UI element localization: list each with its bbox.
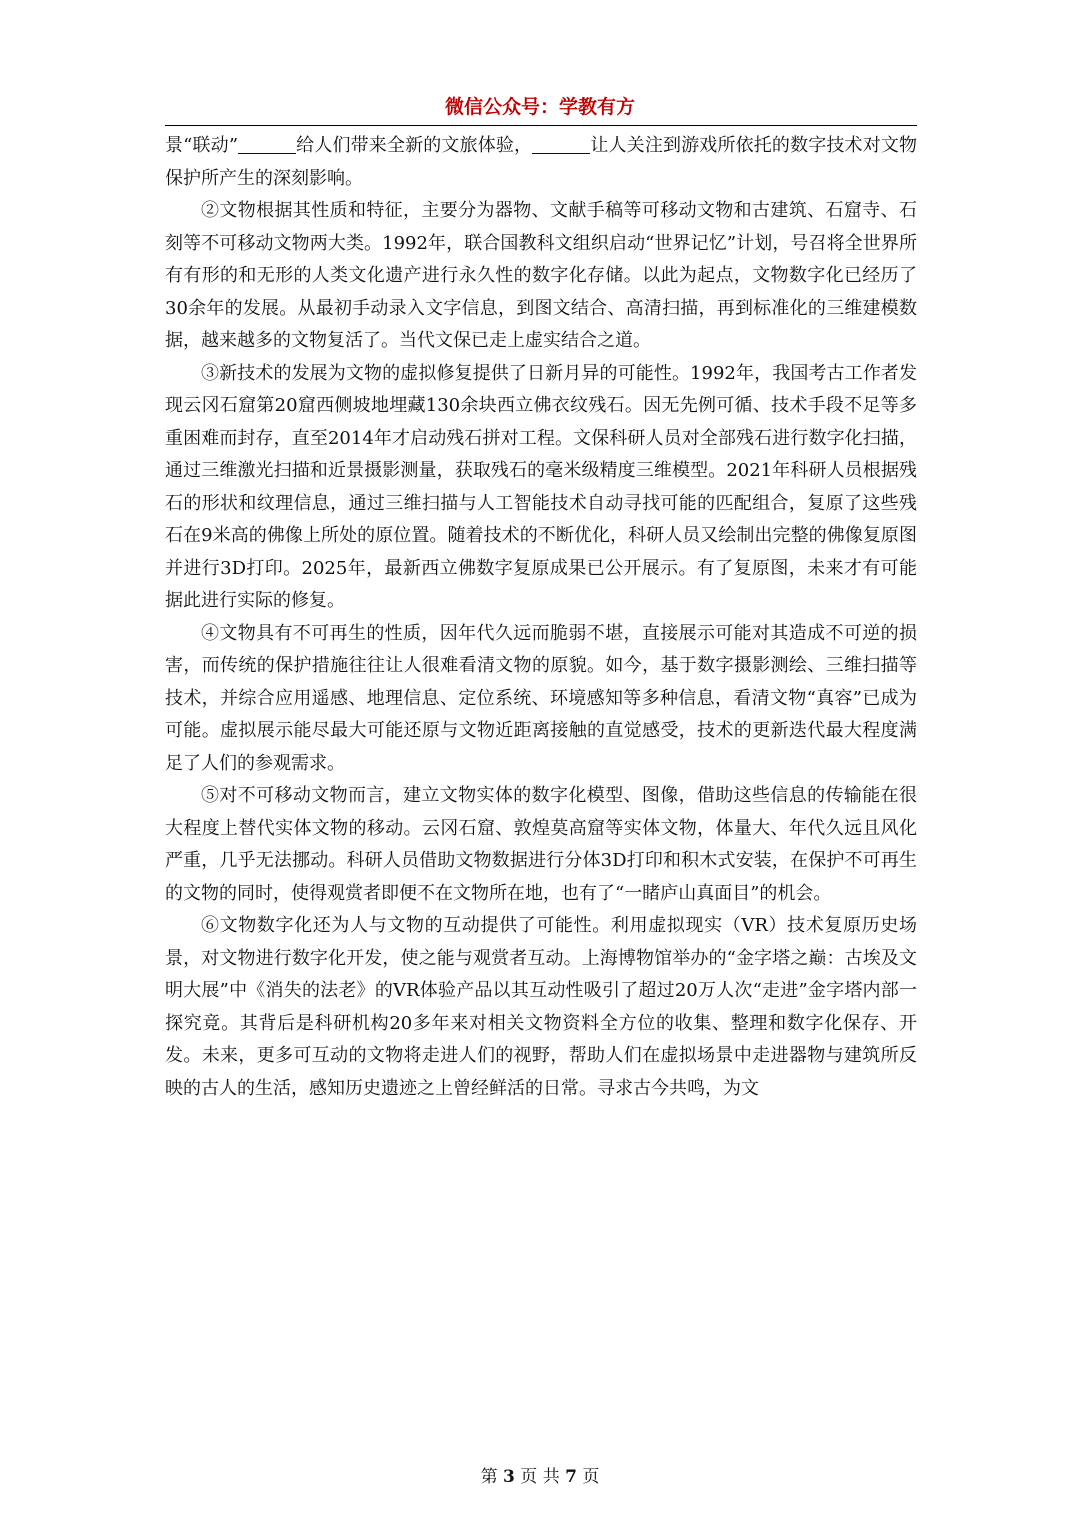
fill-in-blank-2 [532,135,590,154]
paragraph-6: ⑥文物数字化还为人与文物的互动提供了可能性。利用虚拟现实（VR）技术复原历史场景，对文物进行数字化开发，使之能与观赏者互动。上海博物馆举办的“金字塔之巅：古埃及文明大展”中《消失的法老》的VR体验产品以其互动性吸引了超过20万人次“走进”金字塔内部一探究竟。其背后是科研机构20多年来对相关文物资料全方位的收集、整理和数字化保存、开发。未来，更多可互动的文物将走进人们的视野，帮助人们在虚拟场景中走进器物与建筑所反映的古人的生活，感知历史遗迹之上曾经鲜活的日常。寻求古今共鸣，为文 [165,915,917,1099]
footer-prefix: 第 [480,1467,498,1487]
paragraph-text: 景“联动” [165,135,239,156]
paragraph-5: ⑤对不可移动文物而言，建立文物实体的数字化模型、图像，借助这些信息的传输能在很大程度上替代实体文物的移动。云冈石窟、敦煌莫高窟等实体文物，体量大、年代久远且风化严重，几乎无法挪动。科研人员借助文物数据进行分体3D打印和积木式安装，在保护不可再生的文物的同时，使得观赏者即便不在文物所在地，也有了“一睹庐山真面目”的机会。 [165,785,917,904]
fill-in-blank-1 [238,135,296,154]
paragraph-text: 让人关注到游戏所依托的数字技术对文物保护所产生的深刻影响。 [165,135,918,189]
footer-middle: 页 共 [520,1467,560,1487]
header-divider [165,125,917,126]
article-body [165,130,917,1105]
page-footer [0,1462,1080,1487]
total-page-number: 7 [565,1467,577,1487]
footer-suffix: 页 [582,1467,600,1487]
paragraph-continued [165,130,917,195]
page-header: 微信公众号：学教有方 [444,96,635,118]
paragraph-4: ④文物具有不可再生的性质，因年代久远而脆弱不堪，直接展示可能对其造成不可逆的损害，而传统的保护措施往往让人很难看清文物的原貌。如今，基于数字摄影测绘、三维扫描等技术，并综合应用遥感、地理信息、定位系统、环境感知等多种信息，看清文物“真容”已成为可能。虚拟展示能尽最大可能还原与文物近距离接触的直觉感受，技术的更新迭代最大程度满足了人们的参观需求。 [165,622,917,774]
paragraph-2: ②文物根据其性质和特征，主要分为器物、文献手稿等可移动文物和古建筑、石窟寺、石刻等不可移动文物两大类。1992年，联合国教科文组织启动“世界记忆”计划，号召将全世界所有有形的和无形的人类文化遗产进行永久性的数字化存储。以此为起点，文物数字化已经历了30余年的发展。从最初手动录入文字信息，到图文结合、高清扫描，再到标准化的三维建模数据，越来越多的文物复活了。当代文保已走上虚实结合之道。 [165,200,917,351]
current-page-number: 3 [503,1467,515,1487]
paragraph-3: ③新技术的发展为文物的虚拟修复提供了日新月异的可能性。1992年，我国考古工作者发现云冈石窟第20窟西侧坡地埋藏130余块西立佛衣纹残石。因无先例可循、技术手段不足等多重困难而封存，直至2014年才启动残石拼对工程。文保科研人员对全部残石进行数字化扫描，通过三维激光扫描和近景摄影测量，获取残石的毫米级精度三维模型。2021年科研人员根据残石的形状和纹理信息，通过三维扫描与人工智能技术自动寻找可能的匹配组合，复原了这些残石在9米高的佛像上所处的原位置。随着技术的不断优化，科研人员又绘制出完整的佛像复原图并进行3D打印。2025年，最新西立佛数字复原成果已公开展示。有了复原图，未来才有可能据此进行实际的修复。 [165,362,917,611]
paragraph-text: 给人们带来全新的文旅体验， [296,135,533,156]
